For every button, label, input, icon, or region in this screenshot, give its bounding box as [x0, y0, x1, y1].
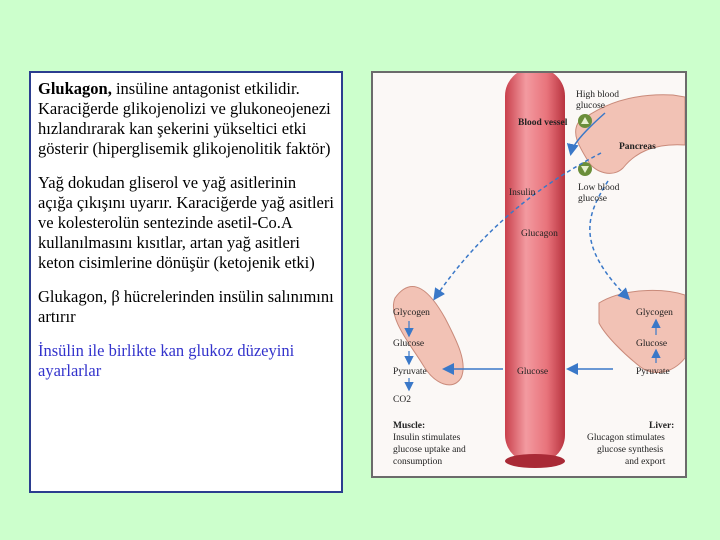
paragraph-fat-release: Yağ dokudan gliserol ve yağ asitlerinin açığa çıkışını uyarır. Karaciğerde yağ asitleri ve kolesterolün sentezinde asetil-Co.A kullanılmasını kısıtlar, artan yağ asitleri keton cisimlerine dönüşür (ketojenik etki) — [38, 173, 334, 272]
muscle-desc-1: Insulin stimulates — [393, 433, 461, 443]
muscle-title: Muscle: — [393, 421, 426, 431]
center-glucose-label: Glucose — [517, 367, 549, 377]
liver-glycogen-label: Glycogen — [636, 308, 673, 318]
muscle-desc-3: consumption — [393, 457, 443, 467]
liver-title: Liver: — [649, 421, 675, 431]
liver-pyruvate-label: Pyruvate — [636, 367, 670, 377]
glucagon-bold-term: Glukagon, — [38, 79, 112, 98]
muscle-glycogen-label: Glycogen — [393, 308, 430, 318]
muscle-pyruvate-label: Pyruvate — [393, 367, 427, 377]
liver-desc-2: glucose synthesis — [597, 445, 664, 455]
text-box — [29, 71, 343, 493]
glucose-regulation-diagram — [373, 73, 685, 476]
vessel-bottom — [505, 454, 565, 468]
muscle-desc-2: glucose uptake and — [393, 445, 466, 455]
paragraph-1-rest: insüline antagonist etkilidir. Karaciğerde glikojenolizi ve glukoneojenezi hızlandırarak kan şekerini yükseltici etki gösterir (hiperglisemik glikojenolitik faktör) — [38, 79, 331, 158]
glucose-regulation-figure — [371, 71, 687, 478]
paragraph-blood-glucose: İnsülin ile birlikte kan glukoz düzeyini ayarlarlar — [38, 341, 295, 380]
pancreas-label: Pancreas — [619, 142, 656, 152]
blood-vessel-label: Blood vessel — [518, 118, 568, 128]
low-glucose-label-1: Low blood — [578, 183, 620, 193]
insulin-label: Insulin — [509, 188, 536, 198]
high-glucose-label-2: glucose — [576, 101, 606, 111]
muscle-glucose-label: Glucose — [393, 339, 425, 349]
liver-desc-1: Glucagon stimulates — [587, 433, 665, 443]
paragraph-beta-cells: Glukagon, β hücrelerinden insülin salınımını artırır — [38, 287, 334, 326]
blood-vessel — [505, 73, 565, 463]
paragraph-glucagon-antagonist — [38, 79, 335, 159]
liver-desc-3: and export — [625, 457, 666, 467]
liver-glucose-label: Glucose — [636, 339, 668, 349]
high-glucose-label-1: High blood — [576, 90, 620, 100]
low-glucose-label-2: glucose — [578, 194, 608, 204]
co2-label: CO2 — [393, 395, 411, 405]
glucagon-label: Glucagon — [521, 229, 558, 239]
